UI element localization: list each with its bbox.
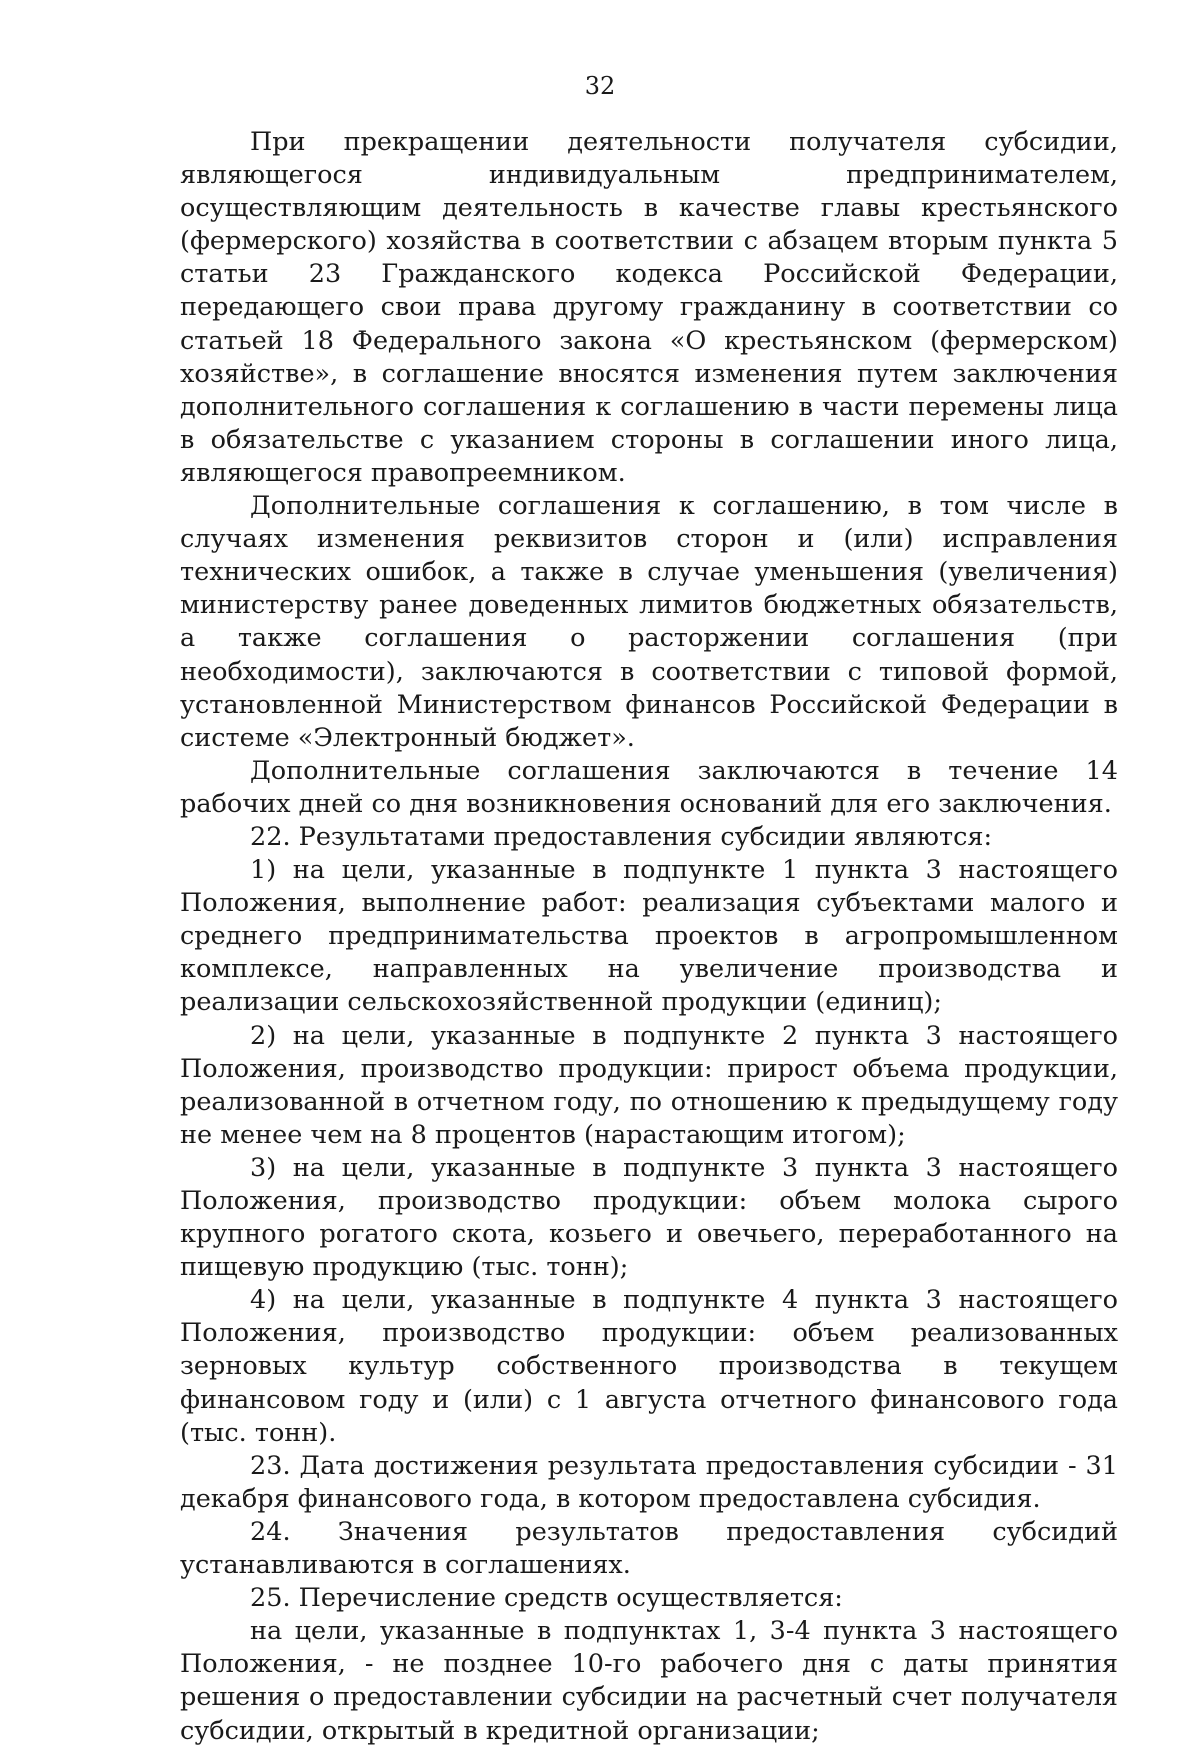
paragraph-successor-change: При прекращении деятельности получателя субсидии, являющегося индивидуальным предпринимателем, осуществляющим деятельность в качестве главы крестьянского (фермерского) хозяйства в соответствии с абзацем вторым пункта 5 статьи 23 Гражданского кодекса Российской Федерации, передающего свои права другому гражданину в соответствии со статьей 18 Федерального закона «О крестьянском (фермерском) хозяйстве», в соглашение вносятся изменения путем заключения дополнительного соглашения к соглашению в части перемены лица в обязательстве с указанием стороны в соглашении иного лица, являющегося правопреемником.: [180, 127, 1118, 488]
paragraph-item-22-3: 3) на цели, указанные в подпункте 3 пункта 3 настоящего Положения, производство продукции: объем молока сырого крупного рогатого скота, козьего и овечьего, переработанного на пищевую продукцию (тыс. тонн);: [180, 1152, 1118, 1283]
paragraph-item-23: 23. Дата достижения результата предоставления субсидии - 31 декабря финансового года, в котором предоставлена субсидия.: [180, 1450, 1118, 1514]
paragraph-agreement-term: Дополнительные соглашения заключаются в течение 14 рабочих дней со дня возникновения оснований для его заключения.: [180, 755, 1118, 819]
paragraph-item-24: 24. Значения результатов предоставления субсидий устанавливаются в соглашениях.: [180, 1516, 1118, 1581]
document-body: [180, 126, 1118, 1748]
paragraph-item-22-4: 4) на цели, указанные в подпункте 4 пункта 3 настоящего Положения, производство продукции: объем реализованных зерновых культур собственного производства в текущем финансовом году и (или) с 1 августа отчетного финансового года (тыс. тонн).: [180, 1285, 1118, 1448]
page-number: 32: [584, 72, 616, 100]
paragraph-additional-agreements: Дополнительные соглашения к соглашению, в том числе в случаях изменения реквизитов сторон и (или) исправления технических ошибок, а также в случае уменьшения (увеличения) министерству ранее доведенных лимитов бюджетных обязательств, а также соглашения о расторжении соглашения (при необходимости), заключаются в соответствии с типовой формой, установленной Министерством финансов Российской Федерации в системе «Электронный бюджет».: [180, 491, 1118, 753]
paragraph-item-22-2: 2) на цели, указанные в подпункте 2 пункта 3 настоящего Положения, производство продукции: прирост объема продукции, реализованной в отчетном году, по отношению к предыдущему году не менее чем на 8 процентов (нарастающим итогом);: [180, 1020, 1118, 1150]
paragraph-item-22-1: 1) на цели, указанные в подпункте 1 пункта 3 настоящего Положения, выполнение работ: реализация субъектами малого и среднего предпринимательства проектов в агропромышленном комплексе, направленных на увеличение производства и реализации сельскохозяйственной продукции (единиц);: [180, 855, 1118, 1018]
paragraph-item-25-transfer: на цели, указанные в подпунктах 1, 3-4 пункта 3 настоящего Положения, - не позднее 10-го рабочего дня с даты принятия решения о предоставлении субсидии на расчетный счет получателя субсидии, открытый в кредитной организации;: [180, 1616, 1118, 1746]
paragraph-item-25: 25. Перечисление средств осуществляется:: [250, 1583, 843, 1614]
paragraph-item-22: 22. Результатами предоставления субсидии являются:: [250, 821, 993, 852]
